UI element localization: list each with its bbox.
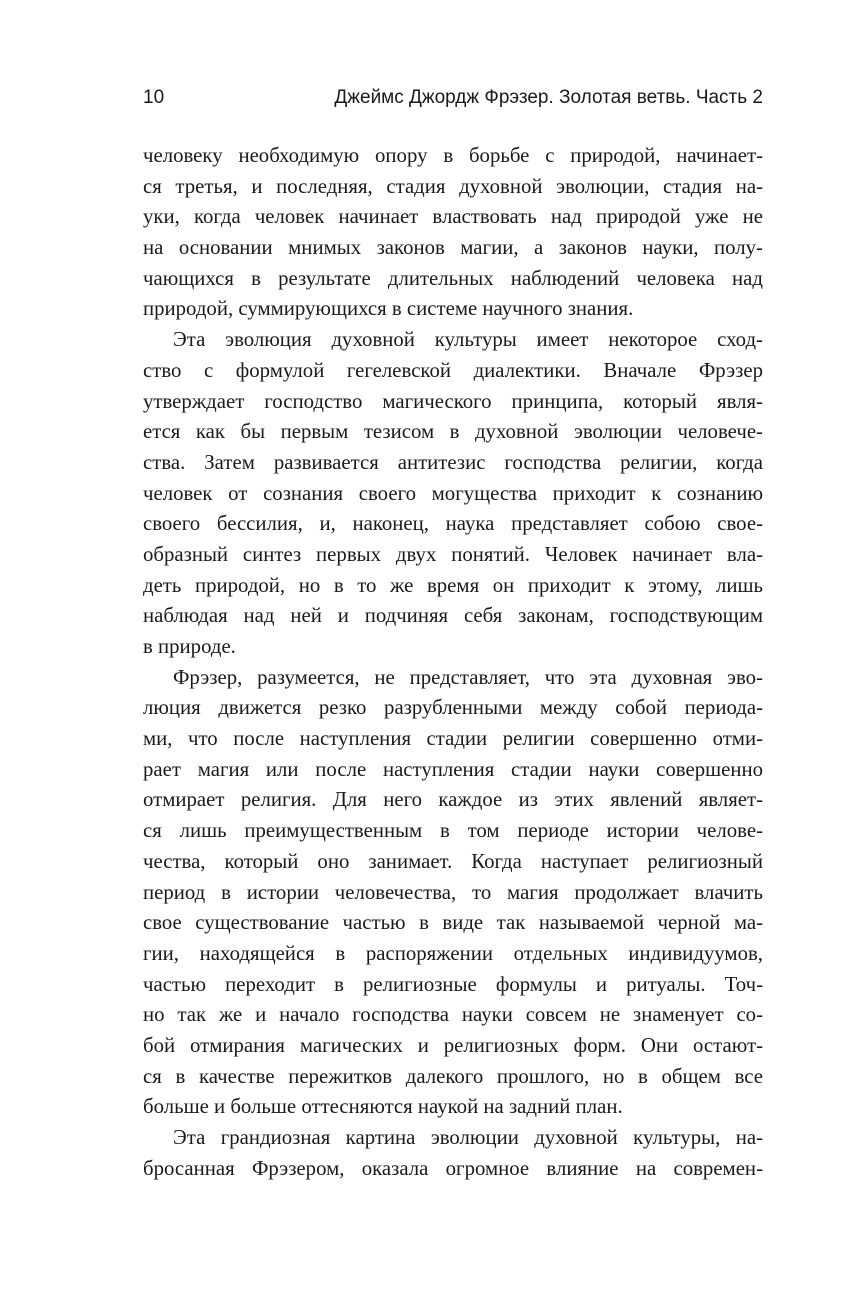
text-line: чающихся в результате длительных наблюдений человека над (143, 266, 763, 290)
text-line: ся лишь преимущественным в том периоде истории челове- (143, 819, 763, 843)
text-line: гии, находящейся в распоряжении отдельных индивидуумов, (143, 941, 763, 965)
text-line: период в истории человечества, то магия продолжает влачить (143, 880, 763, 904)
text-line: деть природой, но в то же время он приходит к этому, лишь (143, 573, 763, 597)
text-line: Фрэзер, разумеется, не представляет, что эта духовная эво- (173, 665, 763, 689)
text-line: ется как бы первым тезисом в духовной эволюции человече- (143, 420, 763, 444)
text-line: Эта грандиозная картина эволюции духовной культуры, на- (173, 1126, 763, 1149)
running-head (143, 86, 763, 110)
text-line: ство с формулой гегелевской диалектики. Вначале Фрэзер (143, 358, 763, 382)
text-line: чества, который оно занимает. Когда наступает религиозный (143, 849, 763, 873)
page-number: 10 (143, 87, 165, 108)
text-line: в природе. (143, 635, 236, 658)
text-line: ся в качестве пережитков далекого прошлого, но в общем все (143, 1064, 763, 1088)
text-line: бросанная Фрэзером, оказала огромное влияние на современ- (143, 1156, 763, 1180)
body-text (143, 141, 763, 1184)
text-line: бой отмирания магических и религиозных форм. Они остают- (143, 1033, 763, 1057)
text-line: ми, что после наступления стадии религии совершенно отми- (143, 727, 763, 751)
text-line: люция движется резко разрубленными между собой периода- (143, 696, 763, 720)
text-line: природой, суммирующихся в системе научного знания. (143, 297, 634, 321)
text-line: но так же и начало господства науки совсем не знаменует со- (143, 1003, 763, 1027)
text-line: больше и больше оттесняются наукой на задний план. (143, 1095, 623, 1119)
text-line: частью переходит в религиозные формулы и ритуалы. Точ- (143, 972, 763, 996)
text-line: образный синтез первых двух понятий. Человек начинает вла- (143, 542, 763, 566)
text-line: свое существование частью в виде так называемой черной ма- (143, 911, 763, 935)
text-line: ства. Затем развивается антитезис господства религии, когда (143, 450, 763, 474)
text-line: на основании мнимых законов магии, а законов науки, полу- (143, 236, 763, 260)
text-line: утверждает господство магического принципа, который явля- (143, 389, 763, 413)
text-line: Эта эволюция духовной культуры имеет некоторое сход- (173, 328, 763, 352)
running-title: Джеймс Джордж Фрэзер. Золотая ветвь. Часть 2 (334, 87, 763, 108)
text-line: ся третья, и последняя, стадия духовной эволюции, стадия на- (143, 174, 763, 198)
text-line: уки, когда человек начинает властвовать над природой уже не (143, 205, 763, 229)
text-line: отмирает религия. Для него каждое из этих явлений являет- (143, 788, 763, 812)
text-line: своего бессилия, и, наконец, наука представляет собою свое- (143, 512, 763, 536)
text-line: наблюдая над ней и подчиняя себя законам, господствующим (143, 604, 763, 628)
text-line: человеку необходимую опору в борьбе с природой, начинает- (143, 144, 763, 167)
text-line: рает магия или после наступления стадии науки совершенно (143, 757, 763, 781)
text-line: человек от сознания своего могущества приходит к сознанию (143, 481, 763, 505)
